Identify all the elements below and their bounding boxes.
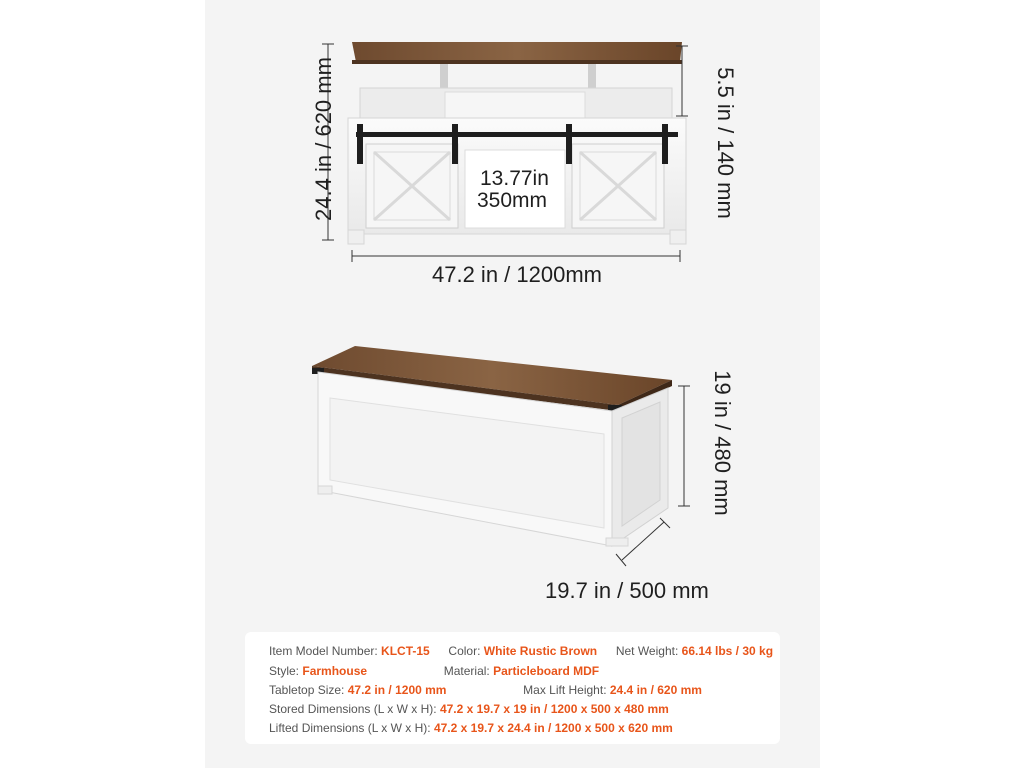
style-label: Style: — [269, 664, 300, 678]
lifted-tabletop — [352, 42, 682, 62]
style-value: Farmhouse — [302, 664, 368, 678]
weight-label: Net Weight: — [615, 644, 679, 658]
spec-table — [245, 632, 780, 744]
stored-table-perspective-view — [312, 346, 690, 566]
max-lift-label: Max Lift Height: — [523, 683, 607, 697]
tabletop-value: 47.2 in / 1200 mm — [347, 683, 447, 697]
spec-row-1 — [269, 644, 773, 658]
spec-row-3 — [269, 683, 702, 697]
stored-height-label: 19 in / 480 mm — [710, 370, 735, 516]
inner-height-inch-label: 13.77in — [480, 167, 549, 190]
lift-distance-label: 5.5 in / 140 mm — [713, 67, 738, 219]
color-value: White Rustic Brown — [483, 644, 598, 658]
spec-row-4 — [269, 702, 669, 716]
lifted-height-label: 24.4 in / 620 mm — [311, 57, 336, 221]
barn-door-left — [366, 144, 458, 228]
stored-dimensions-label: Stored Dimensions (L x W x H): — [269, 702, 437, 716]
material-label: Material: — [443, 664, 490, 678]
barn-door-right — [572, 144, 664, 228]
color-label: Color: — [448, 644, 481, 658]
model-label: Item Model Number: — [269, 644, 378, 658]
lifted-dimensions-value: 47.2 x 19.7 x 24.4 in / 1200 x 500 x 620 mm — [433, 721, 673, 735]
inner-height-mm-label: 350mm — [477, 189, 548, 212]
length-label: 47.2 in / 1200mm — [432, 262, 602, 287]
lifted-table-front-view — [322, 42, 688, 262]
tabletop-label: Tabletop Size: — [269, 683, 345, 697]
material-value: Particleboard MDF — [493, 664, 600, 678]
lifted-dimensions-label: Lifted Dimensions (L x W x H): — [269, 721, 431, 735]
spec-row-5 — [269, 721, 673, 735]
stored-dimensions-value: 47.2 x 19.7 x 19 in / 1200 x 500 x 480 mm — [439, 702, 669, 716]
depth-label: 19.7 in / 500 mm — [545, 578, 709, 603]
model-value: KLCT-15 — [381, 644, 430, 658]
max-lift-value: 24.4 in / 620 mm — [609, 683, 702, 697]
spec-row-2 — [269, 664, 599, 678]
weight-value: 66.14 lbs / 30 kg — [681, 644, 774, 658]
